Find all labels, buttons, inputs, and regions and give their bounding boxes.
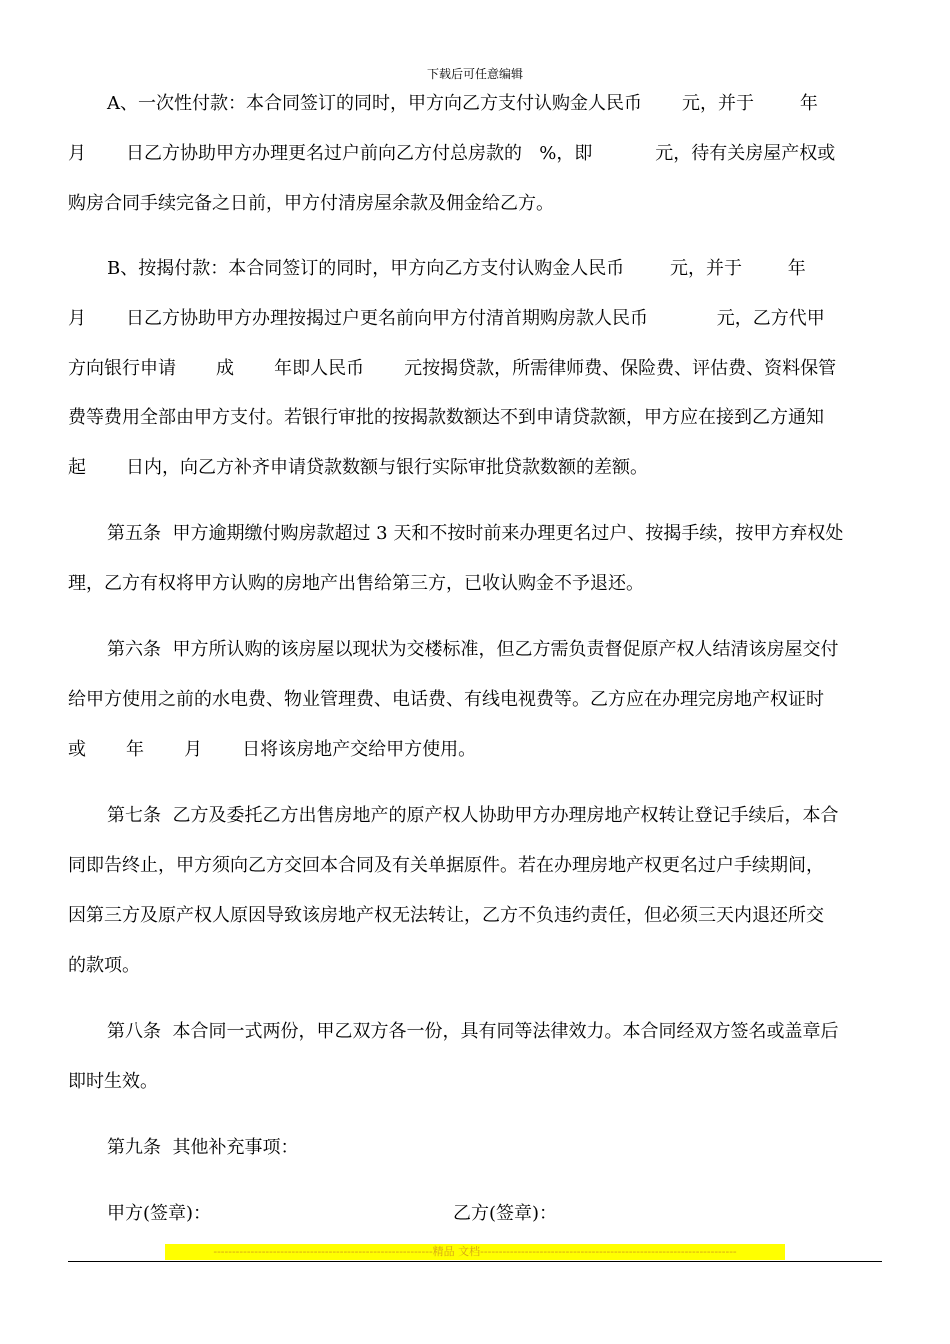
article-9-line-1: 第九条 其他补充事项： [107,1137,299,1158]
article-8-line-1: 第八条 本合同一式两份，甲乙双方各一份，具有同等法律效力。本合同经双方签名或盖章后 [107,1021,839,1042]
footer-band-text: -----------------------------------------------------------精品 文档--------------------------------------------------------------------- [213,1245,737,1258]
para-b-line-1: B、按揭付款：本合同签订的同时，甲方向乙方支付认购金人民币 元，并于 年 [107,258,806,279]
article-7-line-1: 第七条 乙方及委托乙方出售房地产的原产权人协助甲方办理房地产权转让登记手续后，本合 [107,805,839,826]
article-7-line-3: 因第三方及原产权人原因导致该房地产权无法转让，乙方不负违约责任，但必须三天内退还所交 [68,905,824,926]
article-7-line-2: 同即告终止，甲方须向乙方交回本合同及有关单据原件。若在办理房地产权更名过户手续期间， [68,855,824,876]
header-note: 下载后可任意编辑 [426,67,523,81]
para-b-line-2: 月 日乙方协助甲方办理按揭过户更名前向甲方付清首期购房款人民币 元，乙方代甲 [68,308,825,329]
para-a-line-2: 月 日乙方协助甲方办理更名过户前向乙方付总房款的 %，即 元，待有关房屋产权或 [68,143,836,164]
signature-party-b: 乙方(签章)： [453,1203,558,1224]
article-6-line-2: 给甲方使用之前的水电费、物业管理费、电话费、有线电视费等。乙方应在办理完房地产权证时 [68,689,824,710]
para-b-line-5: 起 日内，向乙方补齐申请贷款数额与银行实际审批贷款数额的差额。 [68,457,649,478]
article-5-line-2: 理，乙方有权将甲方认购的房地产出售给第三方，已收认购金不予退还。 [68,573,644,594]
article-5-line-1: 第五条 甲方逾期缴付购房款超过 3 天和不按时前来办理更名过户、按揭手续，按甲方弃权处 [107,523,844,544]
para-b-line-4: 费等费用全部由甲方支付。若银行审批的按揭款数额达不到申请贷款额，甲方应在接到乙方通知 [68,407,824,428]
article-6-line-1: 第六条 甲方所认购的该房屋以现状为交楼标准，但乙方需负责督促原产权人结清该房屋交付 [107,639,839,660]
footer-rule [68,1261,882,1262]
article-6-line-3: 或 年 月 日将该房地产交给甲方使用。 [68,739,477,760]
para-b-line-3: 方向银行申请 成 年即人民币 元按揭贷款，所需律师费、保险费、评估费、资料保管 [68,358,837,379]
article-8-line-2: 即时生效。 [68,1071,158,1092]
signature-party-a: 甲方(签章)： [107,1203,212,1224]
para-a-line-1: A、一次性付款：本合同签订的同时，甲方向乙方支付认购金人民币 元，并于 年 [107,93,818,114]
article-7-line-4: 的款项。 [68,955,140,976]
footer-band [165,1244,785,1260]
para-a-line-3: 购房合同手续完备之日前，甲方付清房屋余款及佣金给乙方。 [68,193,554,214]
